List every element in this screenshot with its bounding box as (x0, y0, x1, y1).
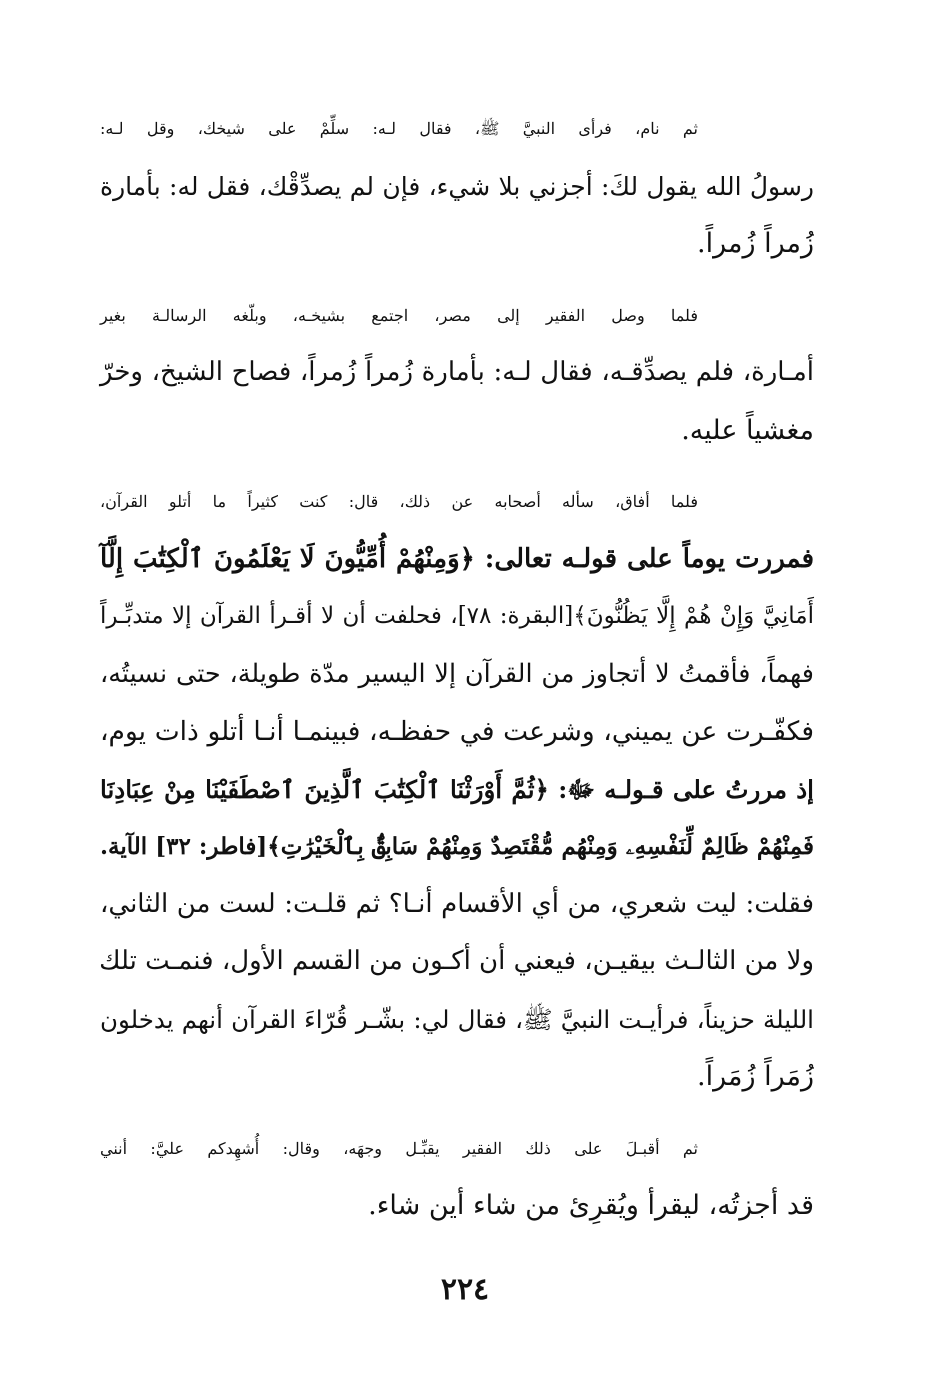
paragraph-2 (100, 287, 814, 460)
paragraph-1 (100, 100, 814, 273)
text-line: زُمراً زُمراً. (697, 228, 814, 259)
text-line: مغشياً عليه. (681, 414, 814, 446)
text-line: ثم أقبـلَ على ذلك الفقير يقبِّـل وجهَه، وقال: أُشهِدكم عليَّ: أنني (100, 1138, 699, 1158)
text-line: الليلة حزيناً، فرأيـت النبيَّ ﷺ، فقال لي: بشّـر قُرّاءَ القرآن أنهم يدخلون (100, 1004, 814, 1034)
text-line: ثم نام، فرأى النبيَّ ﷺ، فقال لـه: سلِّمْ على شيخك، وقل لـه: (100, 119, 698, 138)
text-line: فكفّـرت عن يميني، وشرعت في حفظـه، فبينمـا أنـا أتلو ذات يوم، (100, 716, 814, 747)
paragraph-3 (100, 473, 814, 1106)
text-line: أمـارة، فلم يصدِّقـه، فقال لـه: بأمارة زُمراً زُمراً، فصاح الشيخ، وخرّ (100, 357, 814, 387)
quran-verse-line: إذ مررتُ على قـولـه ﷻ: ﴿ثُمَّ أَوْرَثْنَا ٱلْكِتَٰبَ ٱلَّذِينَ ٱصْطَفَيْنَا مِنْ عِبَادِنَا (100, 774, 814, 804)
text-line: رسولُ الله يقول لكَ: أجزني بلا شيء، فإن لم يصدِّقْك، فقل له: بأمارة (100, 171, 814, 201)
text-line: فقلت: ليت شعري، من أي الأقسام أنـا؟ ثم قلـت: لست من الثاني، (100, 888, 814, 919)
quran-verse-line: فَمِنْهُمْ ظَالِمٌ لِّنَفْسِهِۦ وَمِنْهُم مُّقْتَصِدٌ وَمِنْهُمْ سَابِقٌۢ بِٱلْخَيْرَٰتِ﴾[فاطر: ٣٢] الآية. (100, 833, 814, 860)
quran-verse-line: أَمَانِيَّ وَإِنْ هُمْ إِلَّا يَظُنُّونَ﴾[البقرة: ٧٨]، فحلفت أن لا أقـرأ القرآن إلا متدبِّـراً (100, 603, 814, 629)
text-line: فهماً، فأقمتُ لا أتجاوز من القرآن إلا اليسير مدّة طويلة، حتى نسيتُه، (100, 658, 814, 689)
text-line: ولا من الثالـث بيقيـن، فيعني أن أكـون من القسم الأول، فنمـت تلك (99, 946, 814, 976)
body-text (100, 100, 814, 1249)
text-line: فلما أفاق، سأله أصحابه عن ذلك، قال: كنت كثيراً ما أتلو القرآن، (100, 492, 698, 511)
quran-verse-line: فمررت يوماً على قولـه تعالى: ﴿وَمِنْهُمْ أُمِّيُّونَ لَا يَعْلَمُونَ ٱلْكِتَٰبَ إِلَّآ (100, 543, 814, 574)
text-line: فلما وصل الفقير إلى مصر، اجتمع بشيخـه، وبلّغه الرسالـة بغير (100, 305, 698, 325)
text-line: زُمَراً زُمَراً. (697, 1061, 814, 1092)
page-number: ٢٢٤ (440, 1272, 490, 1307)
paragraph-4 (100, 1120, 814, 1235)
text-line: قد أجزتُه، ليقرأ ويُقرِئ من شاء أين شاء. (368, 1190, 814, 1221)
